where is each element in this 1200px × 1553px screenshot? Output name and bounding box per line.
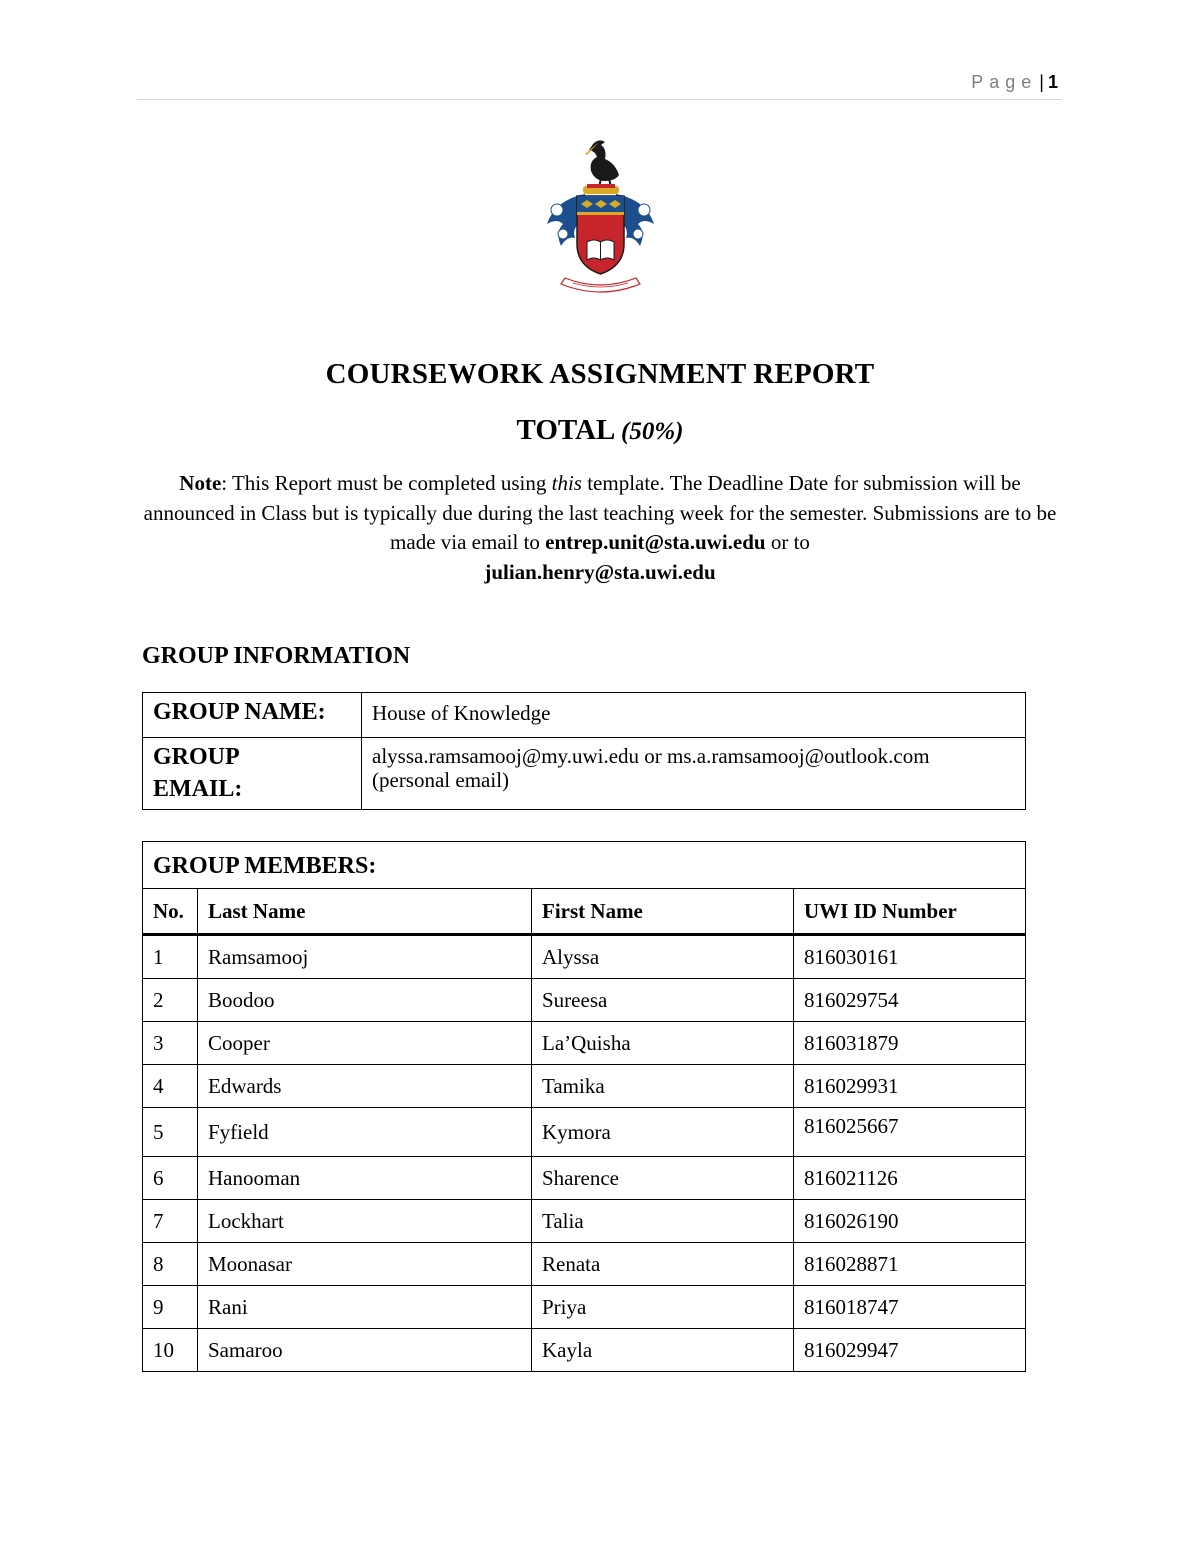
note-label: Note [179, 471, 222, 495]
column-header-first-name: First Name [532, 889, 794, 935]
member-no: 2 [143, 979, 198, 1022]
table-row [143, 1022, 1026, 1065]
member-first-name: Alyssa [532, 935, 794, 979]
table-row [143, 1157, 1026, 1200]
total-label: TOTAL [516, 414, 614, 446]
member-first-name: Sureesa [532, 979, 794, 1022]
table-row [143, 1200, 1026, 1243]
member-no: 10 [143, 1329, 198, 1372]
member-no: 5 [143, 1108, 198, 1157]
group-name-label: GROUP NAME: [143, 693, 362, 738]
group-members-caption-row [143, 842, 1026, 889]
member-uwi-id: 816031879 [794, 1022, 1026, 1065]
member-first-name: Priya [532, 1286, 794, 1329]
member-last-name: Fyfield [198, 1108, 532, 1157]
report-title: COURSEWORK ASSIGNMENT REPORT [325, 358, 875, 390]
member-last-name: Moonasar [198, 1243, 532, 1286]
note-emphasis: this [551, 471, 582, 495]
member-uwi-id: 816030161 [794, 935, 1026, 979]
total-percent: (50%) [621, 418, 684, 445]
member-last-name: Hanooman [198, 1157, 532, 1200]
member-last-name: Cooper [198, 1022, 532, 1065]
member-last-name: Ramsamooj [198, 935, 532, 979]
table-row [143, 1065, 1026, 1108]
member-no: 3 [143, 1022, 198, 1065]
group-email-label-line1: GROUP [153, 744, 240, 770]
member-first-name: Renata [532, 1243, 794, 1286]
member-uwi-id: 816018747 [794, 1286, 1026, 1329]
group-email-label-line2: EMAIL: [153, 776, 243, 802]
page-number: 1 [1047, 72, 1058, 92]
member-no: 1 [143, 935, 198, 979]
member-first-name: Kymora [532, 1108, 794, 1157]
group-email-label [143, 738, 362, 810]
group-information-heading: GROUP INFORMATION [142, 643, 411, 669]
member-last-name: Boodoo [198, 979, 532, 1022]
column-header-uwi-id: UWI ID Number [794, 889, 1026, 935]
group-name-value: House of Knowledge [362, 693, 1026, 738]
member-uwi-id: 816029931 [794, 1065, 1026, 1108]
member-first-name: La’Quisha [532, 1022, 794, 1065]
table-row [143, 979, 1026, 1022]
member-last-name: Edwards [198, 1065, 532, 1108]
page-header [137, 72, 1062, 100]
table-header-row [143, 889, 1026, 935]
page-separator: | [1039, 72, 1044, 92]
member-first-name: Tamika [532, 1065, 794, 1108]
submission-note [140, 469, 1060, 587]
member-last-name: Lockhart [198, 1200, 532, 1243]
note-text-2: template. The Deadline Date for submission will be announced in Class but is typically due during the last teaching week for the semester. Submissions are to be made via email to [143, 471, 1057, 554]
group-name-row [143, 693, 1026, 738]
group-email-value-line1: alyssa.ramsamooj@my.uwi.edu or ms.a.ramsamooj@outlook.com [372, 744, 930, 768]
member-uwi-id: 816028871 [794, 1243, 1026, 1286]
table-row [143, 1108, 1026, 1157]
member-first-name: Kayla [532, 1329, 794, 1372]
column-header-no: No. [143, 889, 198, 935]
group-email-value [362, 738, 1026, 810]
table-row [143, 1329, 1026, 1372]
member-last-name: Samaroo [198, 1329, 532, 1372]
group-members-heading: GROUP MEMBERS: [143, 842, 1026, 889]
member-no: 6 [143, 1157, 198, 1200]
table-row [143, 1286, 1026, 1329]
member-uwi-id: 816029947 [794, 1329, 1026, 1372]
member-uwi-id: 816021126 [794, 1157, 1026, 1200]
total-heading [0, 414, 1200, 447]
group-email-row [143, 738, 1026, 810]
page-label: Page [971, 72, 1038, 92]
group-members-table [142, 841, 1026, 1372]
note-colon: : [221, 471, 228, 495]
column-header-last-name: Last Name [198, 889, 532, 935]
member-no: 8 [143, 1243, 198, 1286]
member-last-name: Rani [198, 1286, 532, 1329]
note-email-2[interactable]: julian.henry@sta.uwi.edu [484, 559, 716, 584]
university-crest-icon [543, 138, 658, 298]
member-uwi-id: 816029754 [794, 979, 1026, 1022]
member-no: 7 [143, 1200, 198, 1243]
member-first-name: Talia [532, 1200, 794, 1243]
group-email-value-line2: (personal email) [372, 768, 510, 792]
member-no: 9 [143, 1286, 198, 1329]
table-row [143, 935, 1026, 979]
member-uwi-id: 816026190 [794, 1200, 1026, 1243]
note-text-3: or to [765, 530, 810, 554]
member-first-name: Sharence [532, 1157, 794, 1200]
member-no: 4 [143, 1065, 198, 1108]
note-text-1: This Report must be completed using [227, 471, 552, 495]
member-uwi-id: 816025667 [794, 1108, 1026, 1157]
group-information-table [142, 692, 1026, 810]
note-email-1[interactable]: entrep.unit@sta.uwi.edu [545, 530, 766, 554]
table-row [143, 1243, 1026, 1286]
